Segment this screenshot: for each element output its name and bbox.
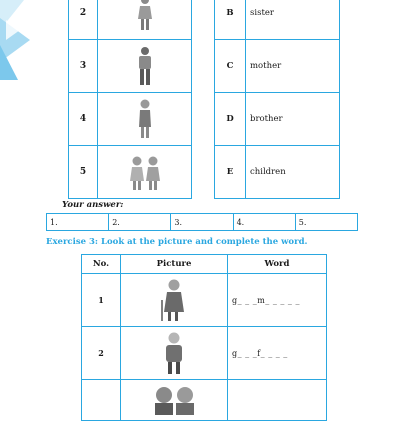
table-row	[82, 380, 327, 421]
exercise-title: Exercise 3: Look at the picture and complete the word.	[46, 237, 308, 247]
word-blank: g_ _ _f_ _ _ _	[228, 327, 327, 380]
boy-figure	[98, 40, 192, 93]
answer-slot[interactable]: 2.	[109, 214, 171, 231]
column-header-no: No.	[82, 255, 121, 274]
row-number: 4	[69, 93, 98, 146]
row-number: 3	[69, 40, 98, 93]
answer-label: Your answer:	[62, 200, 124, 210]
matching-pictures-table	[68, 0, 192, 199]
corner-decoration	[0, 0, 46, 80]
row-word: children	[246, 146, 340, 199]
row-number	[82, 380, 121, 421]
grandfather-figure	[121, 327, 228, 380]
row-letter: E	[215, 146, 246, 199]
table-row	[69, 146, 192, 199]
row-letter: C	[215, 40, 246, 93]
column-header-word: Word	[228, 255, 327, 274]
column-header-picture: Picture	[121, 255, 228, 274]
word-blank	[228, 380, 327, 421]
table-row	[82, 274, 327, 327]
table-row	[69, 93, 192, 146]
row-letter: B	[215, 0, 246, 40]
row-letter: D	[215, 93, 246, 146]
grandmother-figure	[121, 274, 228, 327]
answer-table	[46, 213, 358, 231]
table-row	[215, 40, 340, 93]
table-row	[215, 93, 340, 146]
table-row	[69, 0, 192, 40]
row-word: sister	[246, 0, 340, 40]
row-number: 2	[69, 0, 98, 40]
table-row	[215, 146, 340, 199]
row-number: 5	[69, 146, 98, 199]
row-number: 2	[82, 327, 121, 380]
girl-figure	[98, 0, 192, 40]
woman-figure	[98, 93, 192, 146]
matching-words-table	[214, 0, 340, 199]
table-row	[215, 0, 340, 40]
table-row	[69, 40, 192, 93]
row-number: 1	[82, 274, 121, 327]
answer-slot[interactable]: 5.	[295, 214, 357, 231]
grandparents-figure	[121, 380, 228, 421]
answer-slot[interactable]: 4.	[233, 214, 295, 231]
row-word: brother	[246, 93, 340, 146]
answer-slot[interactable]: 1.	[47, 214, 109, 231]
answer-slot[interactable]: 3.	[171, 214, 233, 231]
exercise-table	[81, 254, 327, 421]
word-blank: g_ _ _m_ _ _ _ _	[228, 274, 327, 327]
table-row	[82, 327, 327, 380]
children-figure	[98, 146, 192, 199]
row-word: mother	[246, 40, 340, 93]
